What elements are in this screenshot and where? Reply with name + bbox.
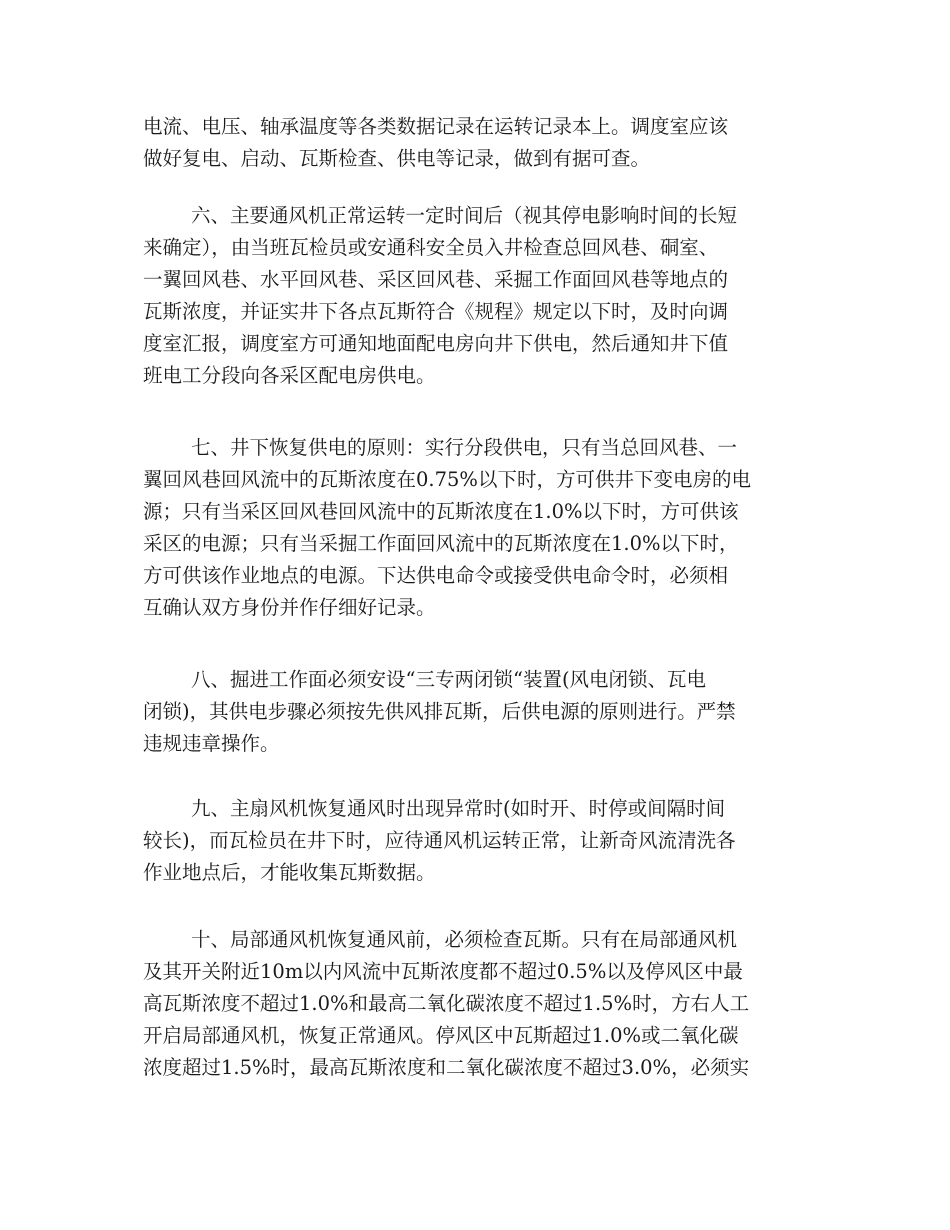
- paragraph-item-9: [143, 793, 813, 889]
- text-line: 源；只有当采区回风巷回风流中的瓦斯浓度在1.0%以下时，方可供该: [143, 500, 739, 523]
- text-line: 方可供该作业地点的电源。下达供电命令或接受供电命令时，必须相: [143, 564, 729, 587]
- text-line: 违规违章操作。: [143, 732, 280, 755]
- paragraph-item-6: [143, 200, 813, 392]
- paragraph-continuation: [143, 111, 813, 175]
- text-line: 一翼回风巷、水平回风巷、采区回风巷、采掘工作面回风巷等地点的: [143, 268, 729, 291]
- text-line: 九、主扇风机恢复通风时出现异常时(如时开、时停或间隔时间: [191, 797, 726, 820]
- text-line: 及其开关附近10m以内风流中瓦斯浓度都不超过0.5%以及停风区中最: [143, 960, 743, 983]
- text-line: 瓦斯浓度，并证实井下各点瓦斯符合《规程》规定以下时，及时向调: [143, 300, 729, 323]
- text-line: 七、井下恢复供电的原则：实行分段供电，只有当总回风巷、一: [191, 436, 738, 459]
- text-line: 十、局部通风机恢复通风前，必须检查瓦斯。只有在局部通风机: [191, 928, 738, 951]
- text-line: 翼回风巷回风流中的瓦斯浓度在0.75%以下时，方可供井下变电房的电: [143, 468, 751, 491]
- text-line: 度室汇报，调度室方可通知地面配电房向井下供电，然后通知井下值: [143, 332, 729, 355]
- text-line: 来确定），由当班瓦检员或安通科安全员入井检查总回风巷、硐室、: [143, 236, 719, 259]
- text-line: 六、主要通风机正常运转一定时间后（视其停电影响时间的长短: [191, 204, 738, 227]
- text-line: 电流、电压、轴承温度等各类数据记录在运转记录本上。调度室应该: [143, 115, 729, 138]
- text-line: 采区的电源；只有当采掘工作面回风流中的瓦斯浓度在1.0%以下时，: [143, 532, 739, 555]
- text-line: 较长)，而瓦检员在井下时，应待通风机运转正常，让新奇风流清洗各: [143, 829, 736, 852]
- paragraph-item-7: [143, 432, 813, 624]
- text-line: 开启局部通风机，恢复正常通风。停风区中瓦斯超过1.0%或二氧化碳: [143, 1024, 739, 1047]
- text-line: 做好复电、启动、瓦斯检查、供电等记录，做到有据可查。: [143, 147, 651, 170]
- text-line: 八、掘进工作面必须安设“三专两闭锁“装置(风电闭锁、瓦电: [191, 668, 707, 691]
- text-line: 浓度超过1.5%时，最高瓦斯浓度和二氧化碳浓度不超过3.0%，必须实: [143, 1056, 750, 1079]
- text-line: 班电工分段向各采区配电房供电。: [143, 364, 436, 387]
- paragraph-item-8: [143, 664, 813, 760]
- text-line: 作业地点后，才能收集瓦斯数据。: [143, 861, 436, 884]
- text-line: 互确认双方身份并作仔细好记录。: [143, 596, 436, 619]
- text-line: 闭锁)，其供电步骤必须按先供风排瓦斯，后供电源的原则进行。严禁: [143, 700, 736, 723]
- paragraph-item-10: [143, 924, 813, 1084]
- text-line: 高瓦斯浓度不超过1.0%和最高二氧化碳浓度不超过1.5%时，方右人工: [143, 992, 750, 1015]
